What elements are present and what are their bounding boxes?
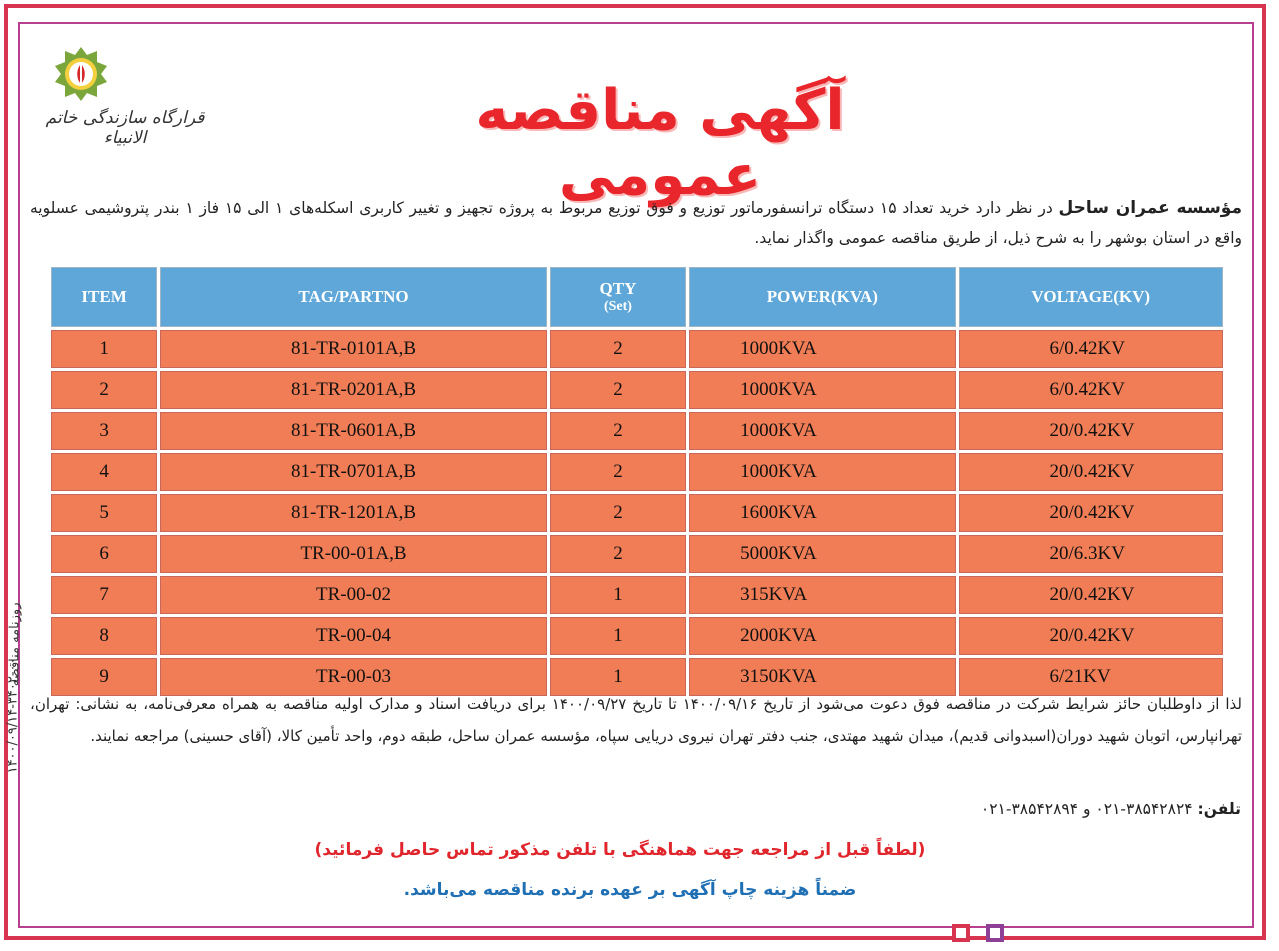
- table-row: [51, 453, 1223, 491]
- cell-power: 1000KVA: [689, 453, 955, 491]
- cell-qty: 1: [550, 658, 686, 696]
- phone-line: [981, 800, 1241, 818]
- company-name: مؤسسه عمران ساحل: [1058, 198, 1242, 218]
- intro-paragraph: [30, 193, 1242, 253]
- iran-emblem-logo: [52, 45, 110, 103]
- header-qty-unit: (Set): [603, 299, 632, 314]
- header-power: POWER(KVA): [689, 267, 955, 327]
- cell-tag: 81-TR-0101A,B: [160, 330, 547, 368]
- cell-qty: 2: [550, 535, 686, 573]
- organization-signature: قرارگاه سازندگی خاتم الانبیاء: [45, 108, 205, 148]
- cell-power: 3150KVA: [689, 658, 955, 696]
- cell-item: 6: [51, 535, 157, 573]
- cell-qty: 2: [550, 494, 686, 532]
- header-voltage: VOLTAGE(KV): [959, 267, 1223, 327]
- cell-item: 4: [51, 453, 157, 491]
- header-qty: [550, 267, 686, 327]
- cell-item: 7: [51, 576, 157, 614]
- cell-tag: 81-TR-0201A,B: [160, 371, 547, 409]
- cell-voltage: 20/6.3KV: [959, 535, 1223, 573]
- table-row: [51, 535, 1223, 573]
- cell-qty: 2: [550, 453, 686, 491]
- cell-item: 1: [51, 330, 157, 368]
- cell-power: 1000KVA: [689, 371, 955, 409]
- cell-tag: 81-TR-1201A,B: [160, 494, 547, 532]
- cell-item: 3: [51, 412, 157, 450]
- cell-qty: 2: [550, 371, 686, 409]
- table-row: [51, 617, 1223, 655]
- table-row: [51, 412, 1223, 450]
- cell-voltage: 6/0.42KV: [959, 330, 1223, 368]
- cell-voltage: 20/0.42KV: [959, 494, 1223, 532]
- coordination-note: (لطفاً قبل از مراجعه جهت هماهنگی با تلفن مذکور تماس حاصل فرمائید): [314, 840, 926, 860]
- intro-text: در نظر دارد خرید تعداد ۱۵ دستگاه ترانسفورماتور توزیع و فوق توزیع مربوط به پروژه تجهیز و تغییر کاربری اسکله‌های ۱ الی ۱۵ فاز ۱ بندر پتروشیمی عسلویه واقع در استان بوشهر را به شرح ذیل، از طریق مناقصه عمومی واگذار نماید.: [30, 199, 1242, 247]
- phone-numbers: ۳۸۵۴۲۸۲۴-۰۲۱ و ۳۸۵۴۲۸۹۴-۰۲۱: [980, 800, 1198, 818]
- cell-power: 1600KVA: [689, 494, 955, 532]
- table-row: [51, 330, 1223, 368]
- cell-power: 2000KVA: [689, 617, 955, 655]
- cell-item: 9: [51, 658, 157, 696]
- newspaper-name: روزنامه مناقصه: [7, 602, 23, 687]
- header-tag: TAG/PARTNO: [160, 267, 547, 327]
- cell-item: 8: [51, 617, 157, 655]
- cell-voltage: 20/0.42KV: [959, 576, 1223, 614]
- decorative-square-red: [952, 924, 970, 942]
- instructions-paragraph: لذا از داوطلبان حائز شرایط شرکت در مناقصه فوق دعوت می‌شود از تاریخ ۱۴۰۰/۰۹/۱۶ تا تاریخ ۱۴۰۰/۰۹/۲۷ برای دریافت اسناد و مدارک اولیه مناقصه به همراه معرفی‌نامه، به نشانی: تهران، تهرانپارس، اتوبان شهید دوران(اسبدوانی قدیم)، میدان شهید مهتدی، جنب دفتر تهران نیروی دریایی سپاه، مؤسسه عمران ساحل، طبقه دوم، واحد تأمین کالا، (آقای حسینی) مراجعه نمایند.: [30, 695, 1242, 745]
- cell-voltage: 6/0.42KV: [959, 371, 1223, 409]
- cell-tag: TR-00-04: [160, 617, 547, 655]
- cell-qty: 2: [550, 330, 686, 368]
- cost-note: ضمناً هزینه چاپ آگهی بر عهده برنده مناقصه می‌باشد.: [403, 880, 857, 900]
- cell-tag: TR-00-03: [160, 658, 547, 696]
- header-item: ITEM: [51, 267, 157, 327]
- cell-power: 5000KVA: [689, 535, 955, 573]
- cell-qty: 1: [550, 617, 686, 655]
- page-title: آگهی مناقصه عمومی: [475, 78, 845, 208]
- table-row: [51, 494, 1223, 532]
- decorative-square-purple: [986, 924, 1004, 942]
- table-row: [51, 576, 1223, 614]
- cell-voltage: 20/0.42KV: [959, 453, 1223, 491]
- ad-code: ۱۴۰۰/۰۹/۱۴-۳۴۰۲-۰۰: [5, 657, 21, 774]
- header-qty-label: QTY: [599, 279, 637, 298]
- cell-tag: 81-TR-0701A,B: [160, 453, 547, 491]
- cell-item: 5: [51, 494, 157, 532]
- cell-qty: 1: [550, 576, 686, 614]
- table-row: [51, 371, 1223, 409]
- cell-power: 1000KVA: [689, 330, 955, 368]
- cell-tag: TR-00-02: [160, 576, 547, 614]
- cell-voltage: 20/0.42KV: [959, 412, 1223, 450]
- cell-qty: 2: [550, 412, 686, 450]
- cell-power: 1000KVA: [689, 412, 955, 450]
- cell-voltage: 20/0.42KV: [959, 617, 1223, 655]
- cell-power: 315KVA: [689, 576, 955, 614]
- table-header-row: [51, 267, 1223, 327]
- transformer-table: [48, 264, 1226, 699]
- cell-item: 2: [51, 371, 157, 409]
- cell-voltage: 6/21KV: [959, 658, 1223, 696]
- cell-tag: TR-00-01A,B: [160, 535, 547, 573]
- cell-tag: 81-TR-0601A,B: [160, 412, 547, 450]
- phone-label: تلفن:: [1197, 800, 1241, 818]
